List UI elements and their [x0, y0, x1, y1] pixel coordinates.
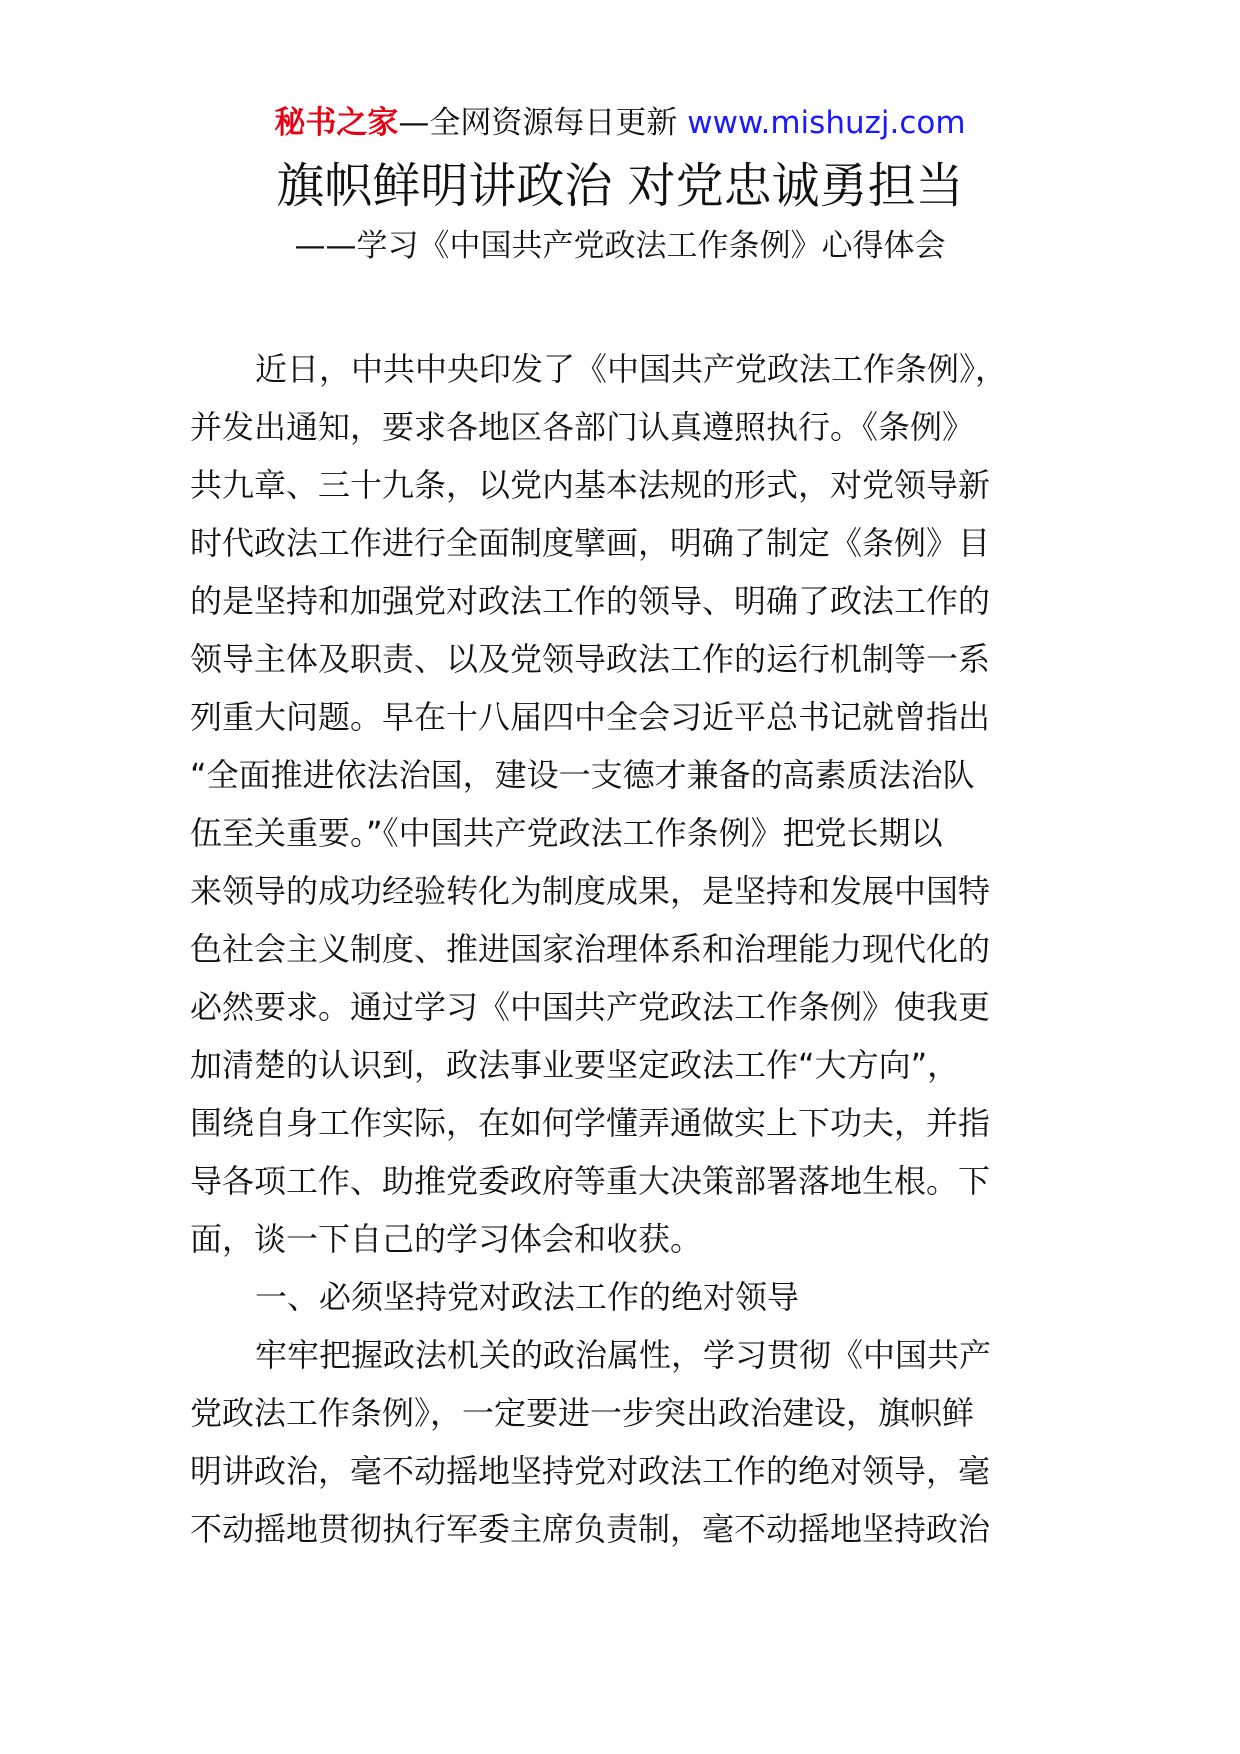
- document-body: [190, 340, 1060, 1558]
- body-line: 并发出通知，要求各地区各部门认真遵照执行。《条例》: [190, 408, 975, 446]
- body-line: 党政法工作条例》，一定要进一步突出政治建设，旗帜鲜: [190, 1394, 975, 1432]
- body-line: 时代政法工作进行全面制度擘画，明确了制定《条例》目: [190, 524, 991, 562]
- body-line: 的是坚持和加强党对政法工作的领导、明确了政法工作的: [190, 582, 991, 620]
- body-line: 共九章、三十九条，以党内基本法规的形式，对党领导新: [190, 466, 991, 504]
- body-line: 来领导的成功经验转化为制度成果，是坚持和发展中国特: [190, 872, 991, 910]
- body-line: “全面推进依法治国，建设一支德才兼备的高素质法治队: [190, 756, 975, 794]
- body-line: 领导主体及职责、以及党领导政法工作的运行机制等一系: [190, 640, 991, 678]
- body-line: 必然要求。通过学习《中国共产党政法工作条例》使我更: [190, 988, 991, 1026]
- site-tagline: —全网资源每日更新: [398, 105, 678, 141]
- body-line: 牢牢把握政法机关的政治属性，学习贯彻《中国共产: [255, 1336, 992, 1374]
- body-line: 导各项工作、助推党委政府等重大决策部署落地生根。下: [190, 1162, 991, 1200]
- document-subtitle: ——学习《中国共产党政法工作条例》心得体会: [294, 228, 946, 264]
- site-header: [0, 103, 1240, 143]
- body-line: 加清楚的认识到，政法事业要坚定政法工作“大方向”，: [190, 1046, 960, 1084]
- body-line: 列重大问题。早在十八届四中全会习近平总书记就曾指出: [190, 698, 991, 736]
- body-line: 近日，中共中央印发了《中国共产党政法工作条例》，: [255, 350, 1008, 388]
- document-title: 旗帜鲜明讲政治 对党忠诚勇担当: [276, 158, 964, 214]
- site-url-link[interactable]: www.mishuzj.com: [687, 105, 966, 141]
- site-brand: 秘书之家: [274, 105, 399, 141]
- body-line: 明讲政治，毫不动摇地坚持党对政法工作的绝对领导，毫: [190, 1452, 991, 1490]
- section-heading: 一、必须坚持党对政法工作的绝对领导: [255, 1278, 800, 1316]
- body-line: 围绕自身工作实际，在如何学懂弄通做实上下功夫，并指: [190, 1104, 991, 1142]
- body-line: 色社会主义制度、推进国家治理体系和治理能力现代化的: [190, 930, 991, 968]
- body-line: 面，谈一下自己的学习体会和收获。: [190, 1220, 703, 1258]
- body-line: 伍至关重要。”《中国共产党政法工作条例》把党长期以: [190, 814, 943, 852]
- body-line: 不动摇地贯彻执行军委主席负责制，毫不动摇地坚持政治: [190, 1510, 991, 1548]
